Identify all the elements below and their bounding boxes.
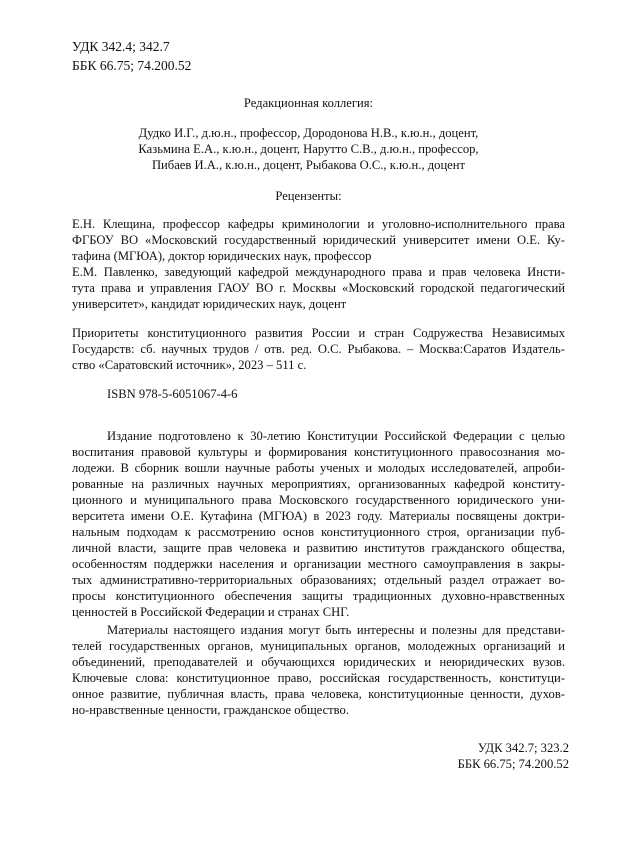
abstract-line: ценностей в Российской Федерации и странах СНГ.: [72, 605, 350, 619]
abstract-line: воспитания правовой культуры и формирования конституционного правосознания мо-: [72, 445, 565, 459]
abstract-line: особенностям поддержки населения и организации местного самоуправления в закры-: [72, 557, 565, 571]
keywords-line: онное развитие, публичная власть, права человека, конституционные ценности, духов-: [72, 687, 565, 701]
reviewer-line: Е.Н. Клещина, профессор кафедры криминологии и уголовно-исполнительного права: [72, 217, 565, 231]
reviewer-line: университет», кандидат юридических наук, доцент: [72, 297, 347, 311]
udk-bottom: УДК 342.7; 323.2: [477, 741, 569, 755]
abstract-line: ционного и муниципального права Московского государственного юридического уни-: [72, 493, 565, 507]
citation-line: ство «Саратовский источник», 2023 – 511 с.: [72, 358, 307, 372]
abstract-line: рованные на различных научных мероприятиях, организованных кафедрой конститу-: [72, 477, 565, 491]
reviewer-line: Е.М. Павленко, заведующий кафедрой международного права и прав человека Инсти-: [72, 265, 565, 279]
editorial-line: Дудко И.Г., д.ю.н., профессор, Дородонова Н.В., к.ю.н., доцент,: [138, 126, 479, 140]
reviewer-line: ФГБОУ ВО «Московский государственный юридический университет имени О.Е. Ку-: [72, 233, 565, 247]
editorial-line: Пибаев И.А., к.ю.н., доцент, Рыбакова О.С., к.ю.н., доцент: [151, 158, 466, 172]
keywords-line: но-нравственные ценности, гражданское общество.: [72, 703, 349, 717]
keywords-line: Ключевые слова: конституционное право, российская государственность, конституци-: [72, 671, 565, 685]
abstract-line: верситета имени О.Е. Кутафина (МГЮА) в 2023 году. Материалы посвящены доктри-: [72, 509, 565, 523]
abstract-line: личной власти, защите прав человека и развитию институтов гражданского общества,: [72, 541, 565, 555]
citation-line: Государств: сб. научных трудов / отв. ред. О.С. Рыбакова. – Москва:Саратов Издатель-: [72, 342, 565, 356]
reviewer-line: тафина (МГЮА), доктор юридических наук, профессор: [72, 249, 372, 263]
abstract-line: лодежи. В сборник вошли научные работы ученых и молодых исследователей, апроби-: [72, 461, 565, 475]
abstract-line: телей государственных органов, муниципальных органов, молодежных организаций и: [72, 639, 565, 653]
abstract-line: нальным подходам к рассмотрению основ конституционного строя, организации пуб-: [72, 525, 565, 539]
abstract-line: объединений, преподавателей и обучающихся юридических и неюридических вузов.: [72, 655, 565, 669]
reviewer-line: тута права и управления ГАОУ ВО г. Москвы «Московский городской педагогический: [72, 281, 565, 295]
udk-top: УДК 342.4; 342.7: [72, 39, 170, 54]
abstract-line: Материалы настоящего издания могут быть интересны и полезны для представи-: [107, 623, 565, 637]
bbk-bottom: ББК 66.75; 74.200.52: [457, 757, 569, 771]
abstract-line: тых административно-территориальных образованиях; отдельный раздел отражает во-: [72, 573, 565, 587]
abstract-line: просы конституционного обеспечения защиты традиционных духовно-нравственных: [72, 589, 565, 603]
bbk-top: ББК 66.75; 74.200.52: [72, 58, 192, 73]
isbn: ISBN 978-5-6051067-4-6: [107, 387, 238, 401]
reviewers-title: Рецензенты:: [275, 189, 342, 203]
abstract-line: Издание подготовлено к 30-летию Конституции Российской Федерации с целью: [107, 429, 565, 443]
editorial-line: Казьмина Е.А., к.ю.н., доцент, Нарутто С.В., д.ю.н., профессор,: [138, 142, 479, 156]
citation-line: Приоритеты конституционного развития России и стран Содружества Независимых: [72, 326, 565, 340]
editorial-board-title: Редакционная коллегия:: [243, 96, 374, 110]
